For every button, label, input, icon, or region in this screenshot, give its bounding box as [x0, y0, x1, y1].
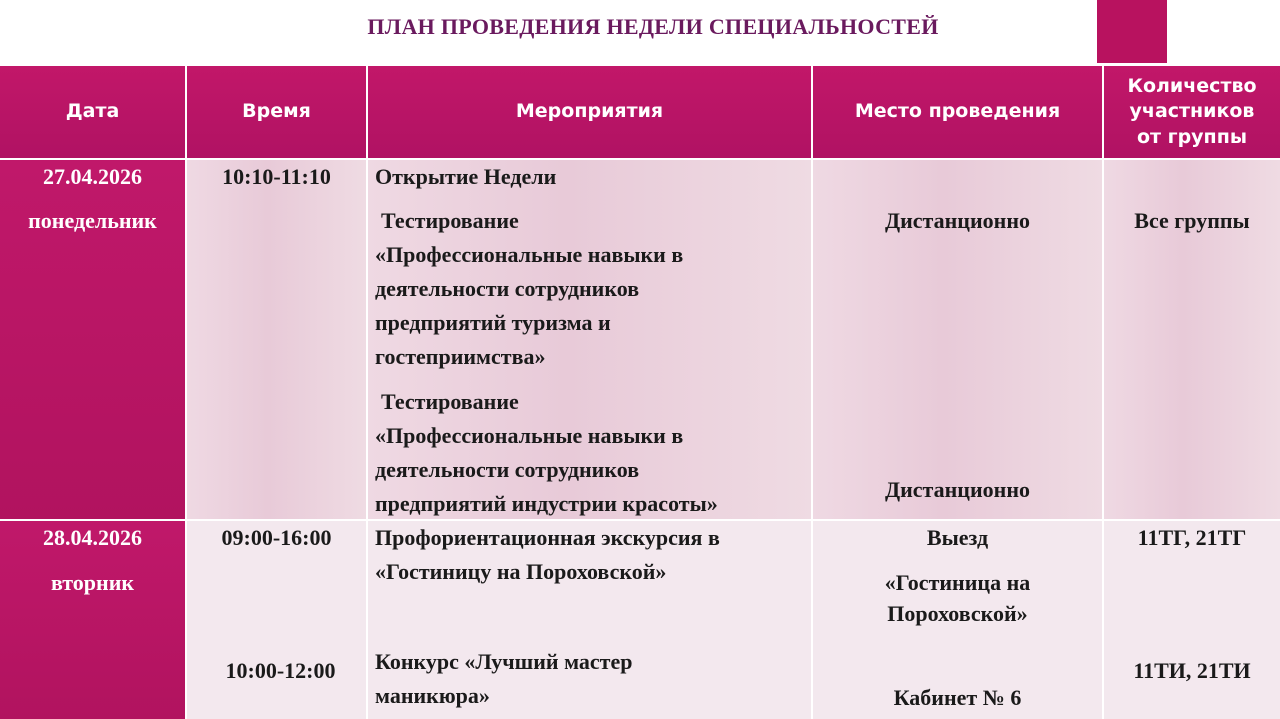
row1-weekday: понедельник [28, 208, 157, 233]
header-time-label: Время [242, 100, 311, 123]
row1-place1: Дистанционно [884, 208, 1031, 233]
row1-place2: Дистанционно [884, 477, 1031, 502]
header-participants-line3: от группы [1136, 125, 1247, 148]
row1-test1-line4: предприятий туризма и [375, 310, 611, 335]
header-events-label: Мероприятия [515, 100, 664, 123]
row2-weekday: вторник [50, 570, 135, 595]
row1-time-cell [187, 160, 368, 521]
header-place [813, 66, 1104, 160]
page-title: ПЛАН ПРОВЕДЕНИЯ НЕДЕЛИ СПЕЦИАЛЬНОСТЕЙ [367, 14, 939, 39]
row1-test1-line1: Тестирование [381, 208, 519, 233]
header-participants-line1: Количество [1127, 74, 1257, 97]
schedule-table [0, 66, 1280, 719]
row2-event1-line1: Профориентационная экскурсия в [375, 525, 720, 550]
decorative-corner-block [1097, 0, 1167, 63]
row1-test2-line2: «Профессиональные навыки в [375, 423, 684, 448]
row1-test2-line4: предприятий индустрии красоты» [375, 491, 718, 516]
row2-time2: 10:00-12:00 [225, 658, 336, 683]
row1-time: 10:10-11:10 [222, 164, 331, 189]
header-time [187, 66, 368, 160]
row1-place-cell [813, 160, 1104, 521]
row1-date: 27.04.2026 [43, 164, 142, 189]
row1-test1-line5: гостеприимства» [375, 344, 546, 369]
row1-test1-line2: «Профессиональные навыки в [375, 242, 684, 267]
row2-time-cell [187, 521, 368, 719]
header-date [0, 66, 187, 160]
row1-test1-line3: деятельности сотрудников [375, 276, 640, 301]
row1-events-cell [368, 160, 813, 521]
row1-test2-line1: Тестирование [381, 389, 519, 414]
row2-place1-line2: «Гостиница на [884, 570, 1031, 595]
header-participants-line2: участников [1129, 100, 1255, 123]
row2-date-cell [0, 521, 187, 719]
row2-groups2: 11ТИ, 21ТИ [1133, 658, 1251, 683]
row1-groups: Все группы [1134, 208, 1250, 233]
row1-groups-cell [1104, 160, 1280, 521]
header-participants-text [1127, 74, 1256, 151]
row2-groups-cell [1104, 521, 1280, 719]
row2-events-cell [368, 521, 813, 719]
row1-test2-line3: деятельности сотрудников [375, 457, 640, 482]
row1-event-opening: Открытие Недели [375, 164, 557, 189]
row2-date: 28.04.2026 [43, 525, 142, 550]
row2-groups1: 11ТГ, 21ТГ [1137, 525, 1247, 550]
row2-event1-line2: «Гостиницу на Пороховской» [375, 559, 667, 584]
row2-time1: 09:00-16:00 [221, 525, 332, 550]
row2-event2-line2: маникюра» [375, 683, 490, 708]
header-events [368, 66, 813, 160]
header-participants [1104, 66, 1280, 160]
header-place-label: Место проведения [854, 100, 1061, 123]
row2-place1-line1: Выезд [926, 525, 989, 550]
row2-place-cell [813, 521, 1104, 719]
row2-event2-line1: Конкурс «Лучший мастер [375, 649, 633, 674]
row1-date-cell [0, 160, 187, 521]
row2-place1-line3: Пороховской» [887, 601, 1028, 626]
row2-place2: Кабинет № 6 [893, 685, 1022, 710]
header-date-label: Дата [65, 100, 120, 123]
